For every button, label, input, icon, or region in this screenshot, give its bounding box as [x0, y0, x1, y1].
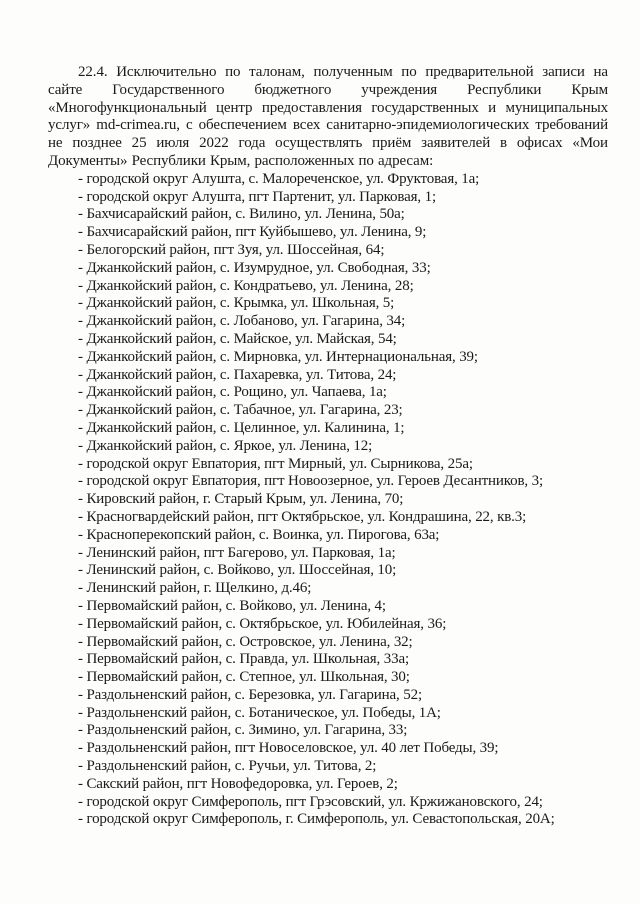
address-item: - Красногвардейский район, пгт Октябрьское, ул. Кондрашина, 22, кв.3;	[78, 508, 527, 525]
address-item: - Раздольненский район, с. Ручьи, ул. Титова, 2;	[78, 758, 377, 775]
address-item: - Джанкойский район, с. Целинное, ул. Калинина, 1;	[78, 419, 405, 436]
address-item: - Джанкойский район, с. Майское, ул. Майская, 54;	[78, 330, 397, 347]
address-item: - городской округ Евпатория, пгт Мирный, ул. Сырникова, 25а;	[78, 455, 473, 472]
address-item: - Джанкойский район, с. Изумрудное, ул. Свободная, 33;	[78, 259, 431, 276]
address-item: - Раздольненский район, с. Зимино, ул. Гагарина, 33;	[78, 722, 408, 739]
address-item: - Джанкойский район, с. Табачное, ул. Гагарина, 23;	[78, 402, 403, 419]
address-item: - Ленинский район, с. Войково, ул. Шоссейная, 10;	[78, 562, 397, 579]
address-item: - Раздольненский район, с. Березовка, ул. Гагарина, 52;	[78, 686, 422, 703]
address-item: - Первомайский район, с. Степное, ул. Школьная, 30;	[78, 669, 410, 686]
address-item: - Джанкойский район, с. Крымка, ул. Школьная, 5;	[78, 295, 395, 312]
address-item: - городской округ Симферополь, пгт Грэсовский, ул. Кржижановского, 24;	[78, 793, 543, 810]
address-item: - Белогорский район, пгт Зуя, ул. Шоссейная, 64;	[78, 241, 385, 258]
address-item: - Первомайский район, с. Правда, ул. Школьная, 33а;	[78, 651, 409, 668]
address-item: - Первомайский район, с. Войково, ул. Ленина, 4;	[78, 597, 386, 614]
document-content	[48, 64, 608, 829]
address-item: - Кировский район, г. Старый Крым, ул. Ленина, 70;	[78, 491, 404, 508]
address-item: - Бахчисарайский район, пгт Куйбышево, ул. Ленина, 9;	[78, 224, 427, 241]
address-item: - Раздольненский район, с. Ботаническое, ул. Победы, 1А;	[78, 704, 441, 721]
address-item: - Джанкойский район, с. Кондратьево, ул. Ленина, 28;	[78, 277, 414, 294]
address-item: - Бахчисарайский район, с. Вилино, ул. Ленина, 50а;	[78, 206, 405, 223]
address-item: - Раздольненский район, пгт Новоселовское, ул. 40 лет Победы, 39;	[78, 740, 499, 757]
address-item: - Сакский район, пгт Новофедоровка, ул. Героев, 2;	[78, 775, 398, 792]
address-item: - городской округ Симферополь, г. Симферополь, ул. Севастопольская, 20А;	[78, 811, 555, 828]
address-item: - Ленинский район, г. Щелкино, д.46;	[78, 580, 312, 597]
intro-paragraph: 22.4. Исключительно по талонам, полученным по предварительной записи на сайте Государственного бюджетного учреждения Республики Крым «Многофункциональный центр предоставления государственных и муниципальных услуг» md-crimea.ru, с обеспечением всех санитарно-эпидемиологических требований не позднее 25 июля 2022 года осуществлять приём заявителей в офисах «Мои Документы» Республики Крым, расположенных по адресам:	[48, 64, 608, 169]
address-list	[48, 171, 608, 829]
address-item: - Джанкойский район, с. Рощино, ул. Чапаева, 1а;	[78, 384, 387, 401]
address-item: - Ленинский район, пгт Багерово, ул. Парковая, 1а;	[78, 544, 396, 561]
address-item: - городской округ Алушта, с. Малореченское, ул. Фруктовая, 1а;	[78, 170, 480, 187]
address-item: - Джанкойский район, с. Лобаново, ул. Гагарина, 34;	[78, 313, 406, 330]
address-item: - городской округ Евпатория, пгт Новоозерное, ул. Героев Десантников, 3;	[78, 473, 543, 490]
address-item: - Джанкойский район, с. Яркое, ул. Ленина, 12;	[78, 437, 373, 454]
address-item: - Джанкойский район, с. Пахаревка, ул. Титова, 24;	[78, 366, 397, 383]
address-item: - Красноперекопский район, с. Воинка, ул. Пирогова, 63а;	[78, 526, 440, 543]
address-item: - Первомайский район, с. Островское, ул. Ленина, 32;	[78, 633, 413, 650]
address-item: - Первомайский район, с. Октябрьское, ул. Юбилейная, 36;	[78, 615, 447, 632]
address-item: - городской округ Алушта, пгт Партенит, ул. Парковая, 1;	[78, 188, 436, 205]
address-item: - Джанкойский район, с. Мирновка, ул. Интернациональная, 39;	[78, 348, 478, 365]
